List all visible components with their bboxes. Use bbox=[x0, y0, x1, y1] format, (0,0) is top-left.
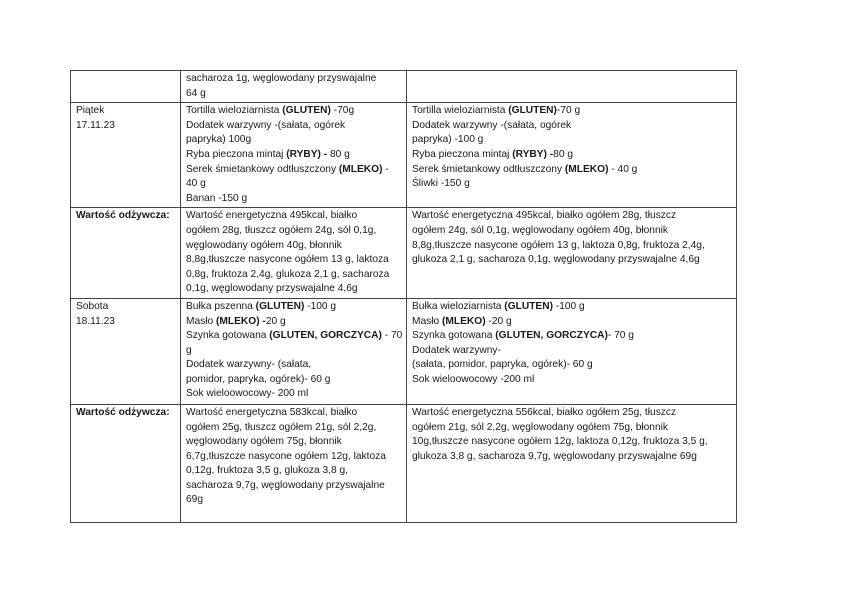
day-cell bbox=[71, 71, 181, 103]
cell-line bbox=[412, 329, 732, 344]
cell-line bbox=[186, 72, 402, 87]
cell-line bbox=[186, 464, 402, 479]
cell-line bbox=[412, 177, 732, 192]
table-row bbox=[71, 71, 737, 103]
cell-text: glukoza 3,8 g, sacharoza 9,7g, węglowodany przyswajalne 69g bbox=[412, 450, 697, 462]
cell-line bbox=[186, 253, 402, 268]
cell-text: 40 g bbox=[186, 178, 206, 190]
cell-text: Szynka gotowana bbox=[412, 330, 496, 342]
cell-line bbox=[186, 300, 402, 315]
cell-text: 69g bbox=[186, 494, 203, 506]
cell-text: Sok wieloowocowy -200 ml bbox=[412, 373, 535, 385]
cell-line bbox=[186, 358, 402, 373]
allergen-text: (GLUTEN) bbox=[282, 105, 331, 117]
cell-text: Wartość energetyczna 495kcal, białko ogółem 28g, tłuszcz bbox=[412, 210, 677, 222]
cell-line bbox=[186, 104, 402, 119]
allergen-text: (GLUTEN) bbox=[504, 300, 553, 312]
cell-text: Masło bbox=[412, 315, 443, 327]
cell-line bbox=[186, 163, 402, 178]
allergen-text: (MLEKO) - bbox=[216, 315, 266, 327]
cell-line bbox=[186, 209, 402, 224]
day-name: Piątek bbox=[76, 105, 105, 117]
cell-text: ogółem 25g, tłuszcz ogółem 21g, sól 2,2g, bbox=[186, 421, 377, 433]
cell-text: g bbox=[186, 344, 192, 356]
cell-line bbox=[412, 209, 732, 224]
cell-text: Bułka wieloziarnista bbox=[412, 300, 505, 312]
cell-text: 10g,tłuszcze nasycone ogółem 12g, laktoza 0,12g, fruktoza 3,5 g, bbox=[412, 436, 708, 448]
menu-cell-variant-a bbox=[181, 298, 407, 404]
cell-line bbox=[186, 479, 402, 494]
nutrition-cell-variant-a bbox=[181, 208, 407, 299]
cell-text: -100 g bbox=[552, 300, 585, 312]
cell-text: sacharoza 1g, węglowodany przyswajalne bbox=[186, 73, 377, 84]
cell-text: 80 g bbox=[553, 148, 573, 160]
cell-line bbox=[186, 373, 402, 388]
cell-text: Bułka pszenna bbox=[186, 300, 256, 312]
cell-text: Dodatek warzywny -(sałata, ogórek bbox=[412, 119, 572, 131]
nutrition-label: Wartość odżywcza: bbox=[76, 406, 170, 418]
cell-text: Masło bbox=[186, 315, 217, 327]
cell-text: Wartość energetyczna 583kcal, białko bbox=[186, 406, 358, 418]
cell-text: - 70 g bbox=[607, 330, 634, 342]
menu-cell-variant-b bbox=[407, 71, 737, 103]
cell-text: papryka) -100 g bbox=[412, 134, 484, 146]
table-row bbox=[71, 103, 737, 208]
day-date: 18.11.23 bbox=[76, 315, 115, 327]
cell-text: glukoza 2,1 g, sacharoza 0,1g, węglowodany przyswajalne 4,6g bbox=[412, 254, 700, 266]
cell-line bbox=[186, 87, 402, 102]
cell-text: Serek śmietankowy odtłuszczony bbox=[186, 163, 339, 175]
cell-line bbox=[186, 177, 402, 192]
cell-text: Ryba pieczona mintaj bbox=[412, 148, 513, 160]
nutrition-label: Wartość odżywcza: bbox=[76, 210, 170, 222]
cell-text: -20 g bbox=[485, 315, 512, 327]
cell-line bbox=[186, 387, 402, 402]
nutrition-cell-variant-b bbox=[407, 208, 737, 299]
cell-line bbox=[186, 192, 402, 207]
allergen-text: (MLEKO) bbox=[564, 163, 609, 175]
cell-text: węglowodany ogółem 75g, błonnik bbox=[186, 436, 342, 448]
allergen-text: (MLEKO) bbox=[442, 315, 486, 327]
cell-text: 80 g bbox=[327, 148, 350, 160]
cell-line bbox=[412, 133, 732, 148]
menu-table-body bbox=[71, 71, 737, 523]
cell-text: -70g bbox=[330, 105, 355, 117]
cell-text: Śliwki -150 g bbox=[412, 178, 470, 190]
cell-text: ogółem 28g, tłuszcz ogółem 24g, sól 0,1g, bbox=[186, 224, 377, 236]
cell-line bbox=[186, 344, 402, 359]
cell-text: pomidor, papryka, ogórek)- 60 g bbox=[186, 373, 331, 385]
cell-text: 8,8g,tłuszcze nasycone ogółem 13 g, laktoza bbox=[186, 254, 389, 266]
allergen-text: (GLUTEN, GORCZYCA) bbox=[269, 330, 382, 342]
cell-text: -100 g bbox=[304, 300, 337, 312]
cell-text: papryka) 100g bbox=[186, 134, 252, 146]
cell-line bbox=[186, 224, 402, 239]
menu-table bbox=[70, 70, 737, 523]
table-row bbox=[71, 404, 737, 522]
cell-text: 8,8g,tłuszcze nasycone ogółem 13 g, laktoza 0,8g, fruktoza 2,4g, bbox=[412, 239, 705, 251]
allergen-text: (GLUTEN) bbox=[508, 105, 557, 117]
cell-line bbox=[412, 104, 732, 119]
cell-line bbox=[412, 224, 732, 239]
cell-line bbox=[412, 406, 732, 421]
cell-text: - 70 bbox=[381, 330, 403, 342]
cell-line bbox=[412, 119, 732, 134]
cell-text: Szynka gotowana bbox=[186, 330, 270, 342]
cell-text: sacharoza 9,7g, węglowodany przyswajalne bbox=[186, 479, 385, 491]
cell-text: Serek śmietankowy odtłuszczony bbox=[412, 163, 565, 175]
cell-line bbox=[412, 148, 732, 163]
menu-cell-variant-a bbox=[181, 103, 407, 208]
day-date: 17.11.23 bbox=[76, 119, 115, 131]
cell-text: -70 g bbox=[556, 105, 581, 117]
day-cell bbox=[71, 103, 181, 208]
nutrition-cell-variant-b bbox=[407, 404, 737, 522]
cell-text: Sok wieloowocowy- 200 ml bbox=[186, 388, 309, 400]
day-cell bbox=[71, 298, 181, 404]
cell-text: Tortilla wieloziarnista bbox=[412, 105, 509, 117]
table-row bbox=[71, 208, 737, 299]
day-name: Sobota bbox=[76, 300, 109, 312]
cell-text: węglowodany ogółem 40g, błonnik bbox=[186, 239, 342, 251]
cell-line bbox=[412, 300, 732, 315]
cell-text: Ryba pieczona mintaj bbox=[186, 148, 287, 160]
cell-text: Banan -150 g bbox=[186, 192, 248, 204]
cell-line bbox=[186, 133, 402, 148]
cell-text: 64 g bbox=[186, 87, 206, 99]
cell-text: - bbox=[382, 163, 389, 175]
menu-cell-variant-b bbox=[407, 103, 737, 208]
cell-text: Dodatek warzywny -(sałata, ogórek bbox=[186, 119, 346, 131]
cell-text: - 40 g bbox=[608, 163, 638, 175]
cell-line bbox=[186, 239, 402, 254]
cell-text: Dodatek warzywny- bbox=[412, 344, 501, 356]
cell-line bbox=[186, 450, 402, 465]
cell-line bbox=[186, 268, 402, 283]
cell-line bbox=[412, 163, 732, 178]
allergen-text: (RYBY) - bbox=[286, 148, 328, 160]
cell-line bbox=[186, 421, 402, 436]
cell-line bbox=[186, 493, 402, 508]
cell-line bbox=[186, 315, 402, 330]
cell-text: Wartość energetyczna 556kcal, białko ogółem 25g, tłuszcz bbox=[412, 406, 677, 418]
cell-line bbox=[412, 253, 732, 268]
cell-line bbox=[186, 148, 402, 163]
cell-line bbox=[186, 282, 402, 297]
cell-text: 6,7g,tłuszcze nasycone ogółem 12g, laktoza bbox=[186, 450, 386, 462]
cell-text: 0,12g, fruktoza 3,5 g, glukoza 3,8 g, bbox=[186, 465, 348, 477]
cell-text: Dodatek warzywny- (sałata, bbox=[186, 359, 312, 371]
nutrition-label-cell bbox=[71, 208, 181, 299]
cell-line bbox=[412, 421, 732, 436]
cell-line bbox=[412, 344, 732, 359]
menu-cell-variant-b bbox=[407, 298, 737, 404]
cell-line bbox=[412, 435, 732, 450]
cell-line bbox=[412, 358, 732, 373]
cell-line bbox=[186, 406, 402, 421]
nutrition-label-cell bbox=[71, 404, 181, 522]
cell-line bbox=[412, 450, 732, 465]
cell-text: ogółem 21g, sól 2,2g, węglowodany ogółem 75g, błonnik bbox=[412, 421, 668, 433]
cell-line bbox=[186, 119, 402, 134]
cell-text: 20 g bbox=[265, 315, 286, 327]
cell-text: Wartość energetyczna 495kcal, białko bbox=[186, 210, 358, 222]
cell-line bbox=[412, 239, 732, 254]
nutrition-cell-variant-a bbox=[181, 404, 407, 522]
cell-line bbox=[186, 435, 402, 450]
cell-text: Tortilla wieloziarnista bbox=[186, 105, 283, 117]
menu-cell-variant-a bbox=[181, 71, 407, 103]
cell-line bbox=[412, 315, 732, 330]
allergen-text: (RYBY) - bbox=[512, 148, 554, 160]
cell-text: ogółem 24g, sól 0,1g, węglowodany ogółem 40g, błonnik bbox=[412, 224, 668, 236]
allergen-text: (GLUTEN) bbox=[255, 300, 305, 312]
cell-line bbox=[186, 329, 402, 344]
cell-text: 0,1g, węglowodany przyswajalne 4,6g bbox=[186, 283, 358, 295]
cell-line bbox=[412, 373, 732, 388]
cell-text: 0,8g, fruktoza 2,4g, glukoza 2,1 g, sacharoza bbox=[186, 268, 390, 280]
cell-text: (sałata, pomidor, papryka, ogórek)- 60 g bbox=[412, 359, 593, 371]
allergen-text: (GLUTEN, GORCZYCA) bbox=[495, 330, 608, 342]
allergen-text: (MLEKO) bbox=[338, 163, 383, 175]
table-row bbox=[71, 298, 737, 404]
